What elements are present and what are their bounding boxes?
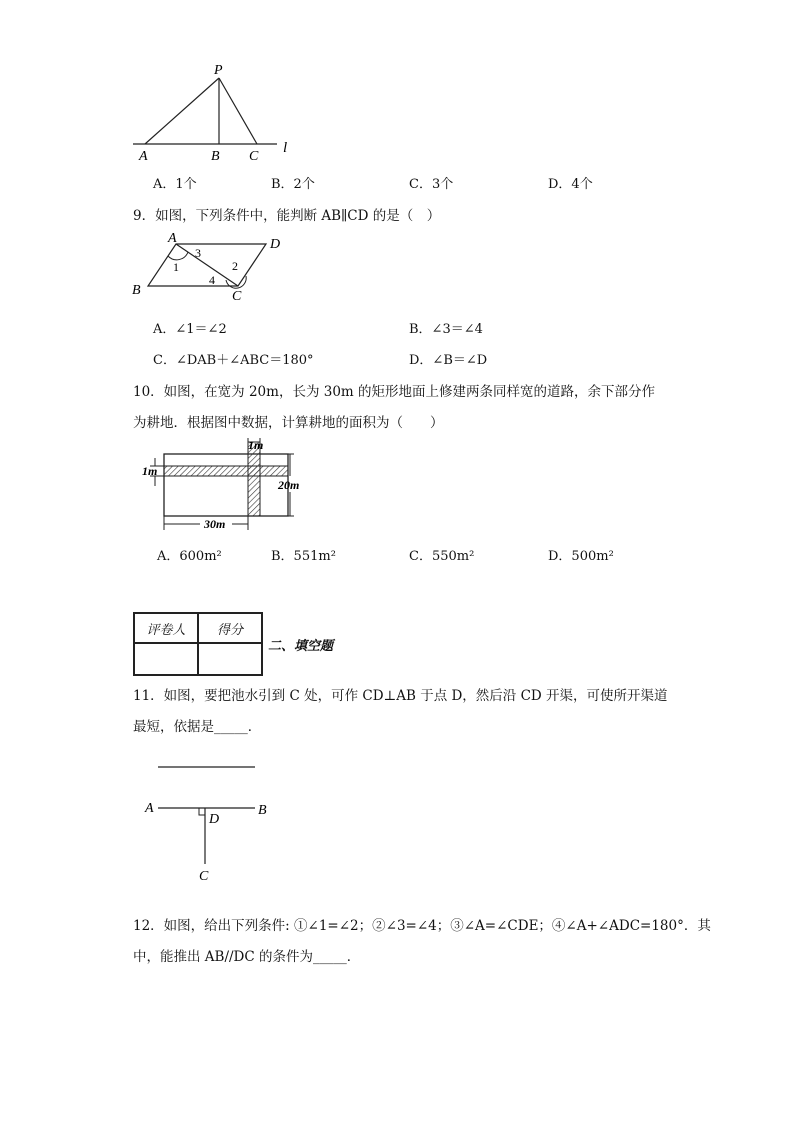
- field-rect: [164, 454, 288, 516]
- label-a: A: [145, 801, 154, 816]
- horizontal-road: [164, 466, 288, 476]
- q9-option-b[interactable]: B．∠3＝∠4: [409, 322, 483, 337]
- score-table-score-cell[interactable]: [198, 643, 262, 675]
- score-table-grader-cell[interactable]: [134, 643, 198, 675]
- angle-label-1: 1: [173, 260, 179, 274]
- angle-label-2: 2: [232, 259, 238, 273]
- q9-option-c[interactable]: C．∠DAB＋∠ABC＝180°: [153, 353, 314, 368]
- q8-option-c[interactable]: C．3个: [409, 177, 454, 192]
- q9-stem: 9．如图，下列条件中，能判断 AB∥CD 的是（ ）: [133, 208, 441, 224]
- q9-option-d[interactable]: D．∠B＝∠D: [409, 353, 488, 368]
- label-l: l: [283, 140, 288, 156]
- dim-top-1m: 1m: [248, 438, 264, 452]
- vertical-road: [248, 442, 260, 516]
- label-a: A: [168, 231, 177, 246]
- angle-label-4: 4: [209, 273, 215, 287]
- dim-left-1m: 1m: [142, 464, 158, 478]
- q8-option-a[interactable]: A．1个: [153, 177, 197, 192]
- q10-stem-line2: 为耕地．根据图中数据，计算耕地的面积为（ ）: [133, 415, 444, 431]
- score-table-score-header: 得分: [198, 613, 262, 643]
- segment-pa: [145, 78, 219, 144]
- label-b: B: [132, 283, 141, 298]
- q12-stem-line1: 12．如图，给出下列条件: ①∠1=∠2；②∠3=∠4；③∠A=∠CDE；④∠A+∠ADC=180°．其: [133, 918, 711, 934]
- q8-figure: [125, 60, 305, 168]
- q10-stem-line1: 10．如图，在宽为 20m，长为 30m 的矩形地面上修建两条同样宽的道路，余下部分作: [133, 384, 656, 400]
- score-table-grader-header: 评卷人: [134, 613, 198, 643]
- label-b: B: [258, 803, 267, 818]
- score-table: [133, 612, 263, 676]
- label-c: C: [232, 289, 242, 304]
- label-b: B: [211, 149, 220, 164]
- q11-stem-line2: 最短，依据是_____．: [133, 719, 262, 735]
- label-c: C: [199, 869, 209, 884]
- q10-option-b[interactable]: B．551m²: [271, 549, 336, 564]
- label-c: C: [249, 149, 259, 164]
- angle-label-3: 3: [195, 246, 201, 260]
- q10-figure: [140, 436, 310, 532]
- q8-option-d[interactable]: D．4个: [548, 177, 593, 192]
- q11-figure: [140, 758, 280, 888]
- q12-stem-line2: 中，能推出 AB//DC 的条件为_____．: [133, 949, 361, 965]
- q10-option-a[interactable]: A．600m²: [157, 549, 222, 564]
- label-d: D: [270, 237, 281, 252]
- label-d: D: [209, 812, 220, 827]
- label-a: A: [139, 149, 148, 164]
- q10-option-c[interactable]: C．550m²: [409, 549, 475, 564]
- q10-option-d[interactable]: D．500m²: [548, 549, 614, 564]
- segment-pc: [219, 78, 257, 144]
- dim-bottom-30m: 30m: [204, 517, 226, 531]
- q8-option-b[interactable]: B．2个: [271, 177, 315, 192]
- label-p: P: [214, 63, 223, 78]
- q9-figure: [130, 228, 290, 306]
- q9-option-a[interactable]: A．∠1＝∠2: [153, 322, 227, 337]
- diagonal-ac: [176, 244, 238, 286]
- angle-arc-a: [168, 252, 188, 260]
- section-title: 二、填空题: [268, 639, 334, 654]
- dim-right-20m: 20m: [278, 478, 300, 492]
- q11-stem-line1: 11．如图，要把池水引到 C 处，可作 CD⊥AB 于点 D，然后沿 CD 开渠，可使所开渠道: [133, 688, 668, 704]
- right-angle-mark: [199, 808, 205, 815]
